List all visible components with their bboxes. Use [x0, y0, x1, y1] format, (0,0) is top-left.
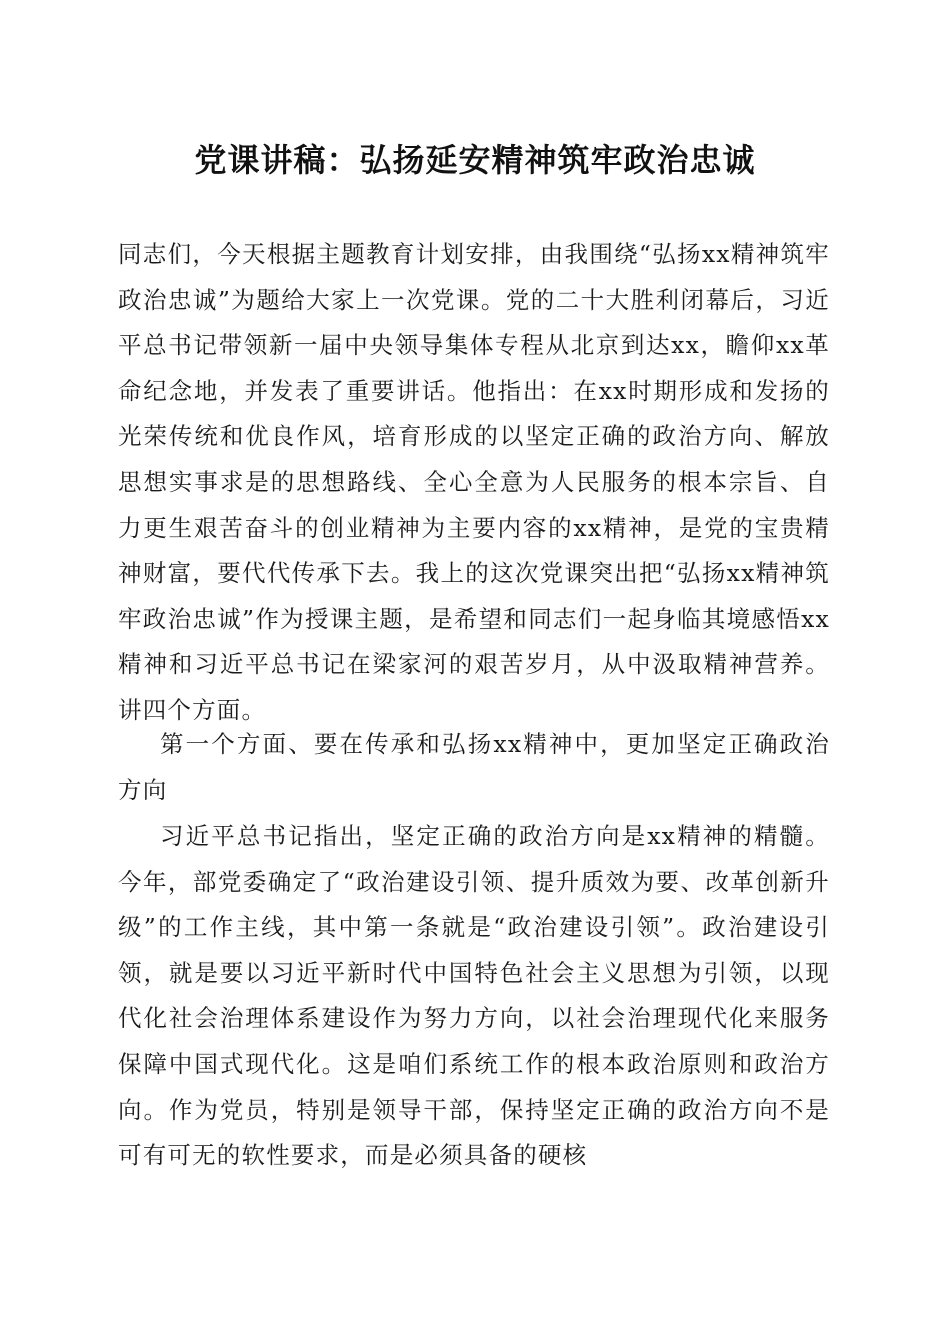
document-title: 党课讲稿：弘扬延安精神筑牢政治忠诚	[194, 141, 756, 179]
section-1-paragraph: 习近平总书记指出，坚定正确的政治方向是xx精神的精髓。今年，部党委确定了“政治建设引领、提升质效为要、改革创新升级”的工作主线，其中第一条就是“政治建设引领”。政治建设引领，就是要以习近平新时代中国特色社会主义思想为引领，以现代化社会治理体系建设作为努力方向，以社会治理现代化来服务保障中国式现代化。这是咱们系统工作的根本政治原则和政治方向。作为党员，特别是领导干部，保持坚定正确的政治方向不是可有可无的软性要求，而是必须具备的硬核	[118, 822, 830, 1170]
section-heading-1: 第一个方面、要在传承和弘扬xx精神中，更加坚定正确政治方向	[118, 730, 830, 804]
intro-paragraph: 同志们，今天根据主题教育计划安排，由我围绕“弘扬xx精神筑牢政治忠诚”为题给大家上一次党课。党的二十大胜利闭幕后，习近平总书记带领新一届中央领导集体专程从北京到达xx，瞻仰xx革命纪念地，并发表了重要讲话。他指出：在xx时期形成和发扬的光荣传统和优良作风，培育形成的以坚定正确的政治方向、解放思想实事求是的思想路线、全心全意为人民服务的根本宗旨、自力更生艰苦奋斗的创业精神为主要内容的xx精神，是党的宝贵精神财富，要代代传承下去。我上的这次党课突出把“弘扬xx精神筑牢政治忠诚”作为授课主题，是希望和同志们一起身临其境感悟xx精神和习近平总书记在梁家河的艰苦岁月，从中汲取精神营养。讲四个方面。	[118, 240, 830, 724]
